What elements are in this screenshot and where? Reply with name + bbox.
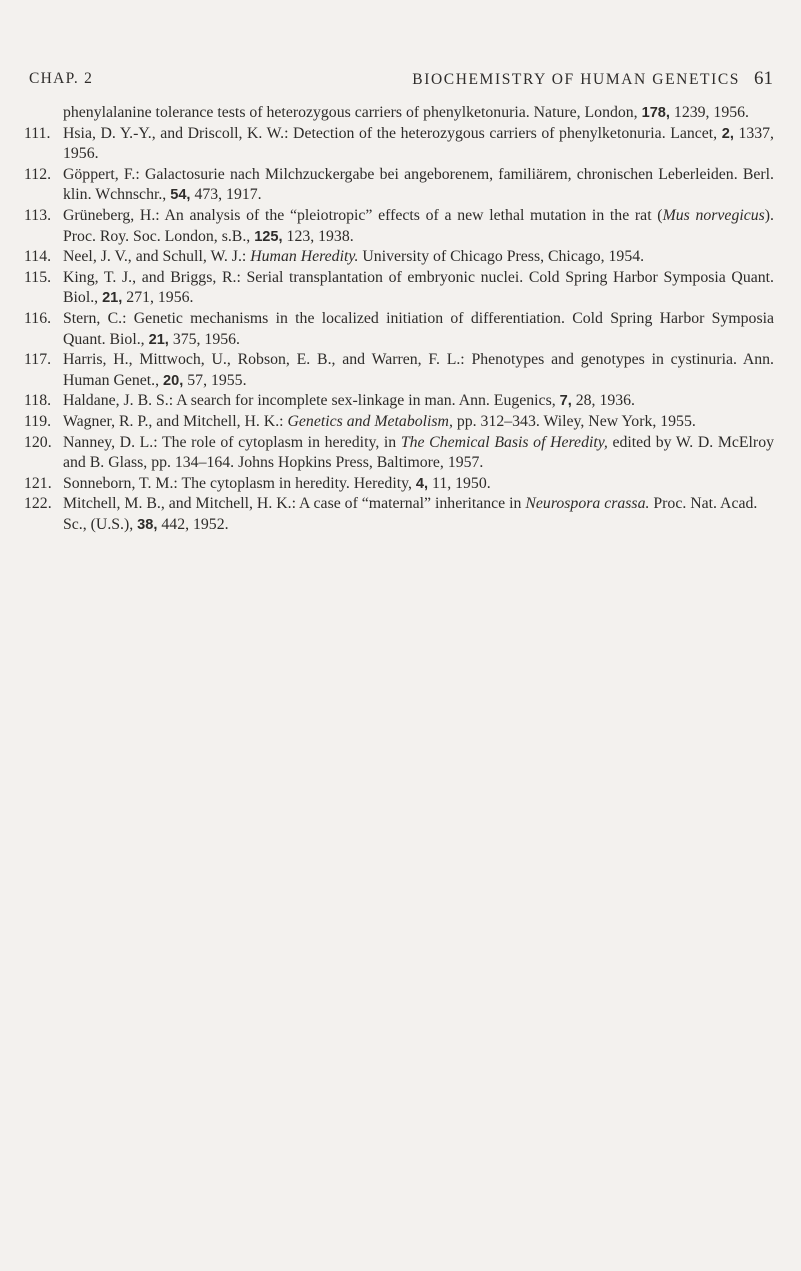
- reference-item: 113. Grüneberg, H.: An analysis of the “pleiotropic” effects of a new lethal mutation in the rat (Mus norvegicus). Proc. Roy. Soc. London, s.B., 125, 123, 1938.: [24, 206, 775, 245]
- reference-continuation: phenylalanine tolerance tests of heterozygous carriers of phenylketonuria. Nature, London, 178, 1239, 1956.: [63, 104, 749, 121]
- reference-list: [24, 103, 774, 535]
- chapter-label: CHAP. 2: [29, 70, 94, 87]
- reference-number: 115.: [24, 268, 52, 286]
- reference-item: 117. Harris, H., Mittwoch, U., Robson, E. B., and Warren, F. L.: Phenotypes and genotypes in cystinuria. Ann. Human Genet., 20, 57, 1955.: [24, 351, 774, 389]
- page-number: 61: [754, 68, 773, 89]
- reference-item: 120. Nanney, D. L.: The role of cytoplasm in heredity, in The Chemical Basis of Heredity, edited by W. D. McElroy and B. Glass, pp. 134–164. Johns Hopkins Press, Baltimore, 1957.: [24, 433, 774, 472]
- reference-item: 112. Göppert, F.: Galactosurie nach Milchzuckergabe bei angeborenem, familiärem, chronischen Leberleiden. Berl. klin. Wchnschr., 54, 473, 1917.: [24, 165, 774, 204]
- running-header: [29, 68, 773, 92]
- header-right: [412, 68, 773, 90]
- reference-number: 119.: [24, 412, 52, 430]
- reference-item: 114. Neel, J. V., and Schull, W. J.: Human Heredity. University of Chicago Press, Chicago, 1954.: [24, 247, 774, 268]
- reference-number: 116.: [24, 309, 52, 327]
- reference-item: 115. King, T. J., and Briggs, R.: Serial transplantation of embryonic nuclei. Cold Spring Harbor Symposia Quant. Biol., 21, 271, 1956.: [24, 268, 774, 307]
- reference-item: 118. Haldane, J. B. S.: A search for incomplete sex-linkage in man. Ann. Eugenics, 7, 28, 1936.: [24, 391, 774, 412]
- reference-number: 117.: [24, 351, 52, 369]
- reference-number: 121.: [24, 474, 52, 492]
- reference-item: 116. Stern, C.: Genetic mechanisms in the localized initiation of differentiation. Cold Spring Harbor Symposia Quant. Biol., 21, 375, 1956.: [24, 309, 774, 348]
- reference-item: 111. Hsia, D. Y.-Y., and Driscoll, K. W.: Detection of the heterozygous carriers of phenylketonuria. Lancet, 2, 1337, 1956.: [24, 124, 774, 163]
- reference-item: 119. Wagner, R. P., and Mitchell, H. K.: Genetics and Metabolism, pp. 312–343. Wiley, New York, 1955.: [24, 412, 774, 433]
- reference-number: 118.: [24, 392, 52, 410]
- reference-number: 112.: [24, 165, 52, 183]
- reference-number: 120.: [24, 433, 52, 451]
- reference-number: 113.: [24, 206, 52, 224]
- running-title: BIOCHEMISTRY OF HUMAN GENETICS: [412, 71, 740, 88]
- reference-number: 114.: [24, 248, 52, 266]
- reference-item: 121. Sonneborn, T. M.: The cytoplasm in heredity. Heredity, 4, 11, 1950.: [24, 474, 774, 495]
- reference-item: 122. Mitchell, M. B., and Mitchell, H. K.: A case of “maternal” inheritance in Neurospora crassa. Proc. Nat. Acad. Sc., (U.S.), 38, 442, 1952.: [24, 495, 758, 533]
- reference-number: 122.: [24, 495, 52, 513]
- reference-number: 111.: [24, 124, 51, 142]
